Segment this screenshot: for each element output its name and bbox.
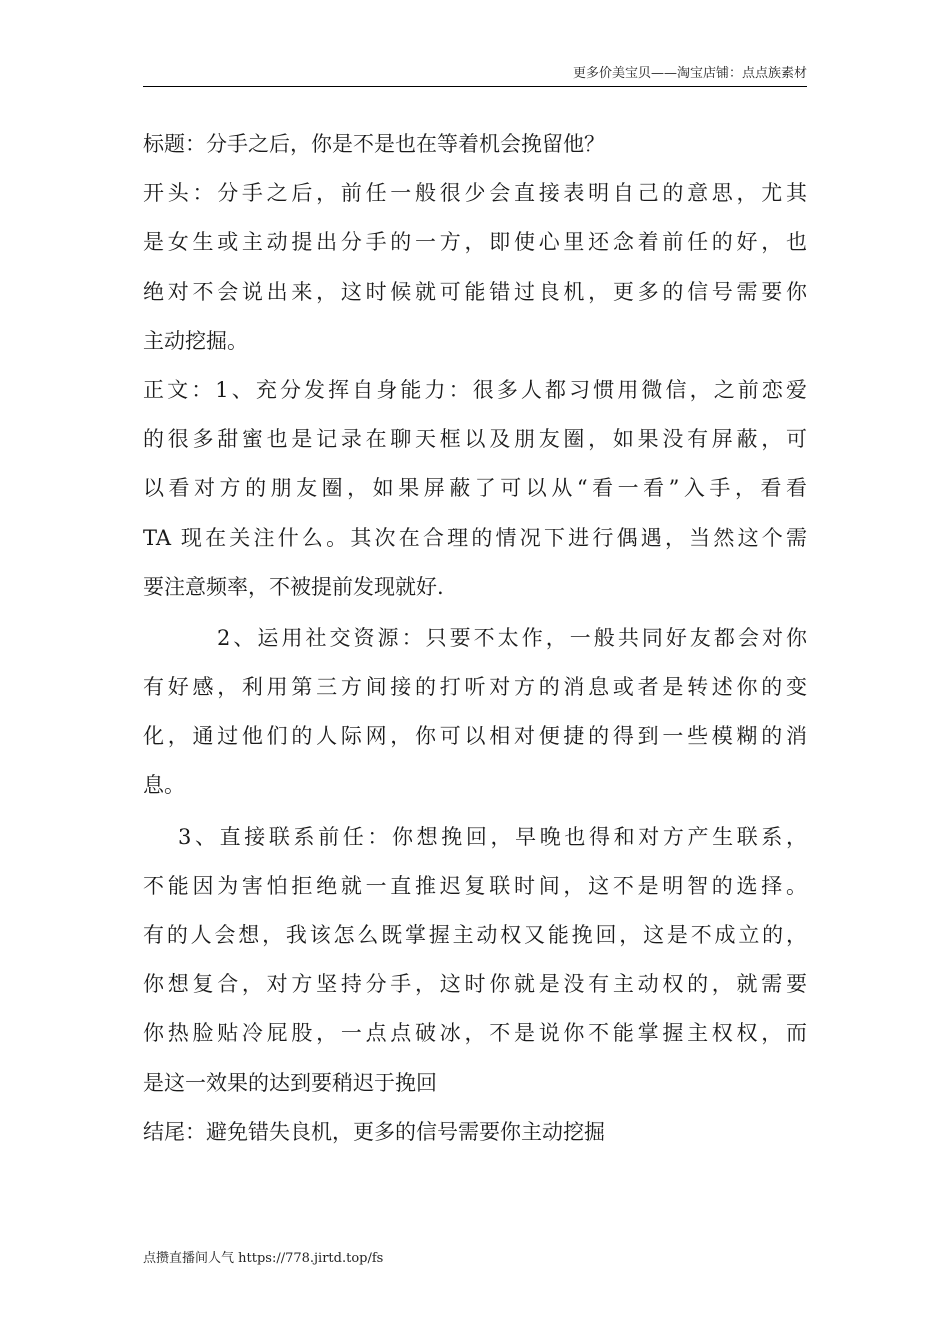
- point2-line: 息。: [143, 773, 185, 798]
- opening-line: 主动挖掘。: [143, 328, 248, 353]
- point3-line: 不能因为害怕拒绝就一直推迟复联时间，这不是明智的选择。: [143, 873, 807, 898]
- header-text: 更多价美宝贝——淘宝店铺：点点族素材: [572, 66, 807, 81]
- opening-line: 开头：分手之后，前任一般很少会直接表明自己的意思，尤其: [143, 181, 807, 206]
- point1-line: 的很多甜蜜也是记录在聊天框以及朋友圈，如果没有屏蔽，可: [143, 427, 807, 452]
- point1-line: 正文：1、充分发挥自身能力：很多人都习惯用微信，之前恋爱: [143, 377, 807, 402]
- point2-line: 化，通过他们的人际网，你可以相对便捷的得到一些模糊的消: [143, 724, 807, 749]
- point1-line: 以看对方的朋友圈，如果屏蔽了可以从“看一看”入手，看看: [143, 476, 807, 501]
- title-line: 标题：分手之后，你是不是也在等着机会挽留他？: [143, 132, 605, 156]
- point3-line: 你想复合，对方坚持分手，这时你就是没有主动权的，就需要: [143, 972, 807, 997]
- point2-line: 有好感，利用第三方间接的打听对方的消息或者是转述你的变: [143, 675, 807, 700]
- ending-line: 结尾：避免错失良机，更多的信号需要你主动挖掘: [143, 1119, 605, 1144]
- opening-line: 绝对不会说出来，这时候就可能错过良机，更多的信号需要你: [143, 279, 807, 304]
- document-body: [143, 120, 807, 1157]
- point1-line: TA 现在关注什么。其次在合理的情况下进行偶遇，当然这个需: [143, 525, 807, 550]
- point3-line: 3、直接联系前任：你想挽回，早晚也得和对方产生联系，: [178, 824, 807, 849]
- point2-line: 2、运用社交资源：只要不太作，一般共同好友都会对你: [217, 625, 807, 650]
- page-header: [143, 62, 807, 87]
- point3-line: 有的人会想，我该怎么既掌握主动权又能挽回，这是不成立的，: [143, 923, 807, 947]
- page-footer: 点攒直播间人气 https://778.jirtd.top/fs: [143, 1251, 384, 1266]
- opening-line: 是女生或主动提出分手的一方，即使心里还念着前任的好，也: [143, 230, 807, 255]
- point3-line: 你热脸贴冷屁股，一点点破冰，不是说你不能掌握主权权，而: [143, 1021, 807, 1046]
- point3-line: 是这一效果的达到要稍迟于挽回: [143, 1070, 437, 1095]
- point1-line: 要注意频率，不被提前发现就好.: [143, 574, 444, 599]
